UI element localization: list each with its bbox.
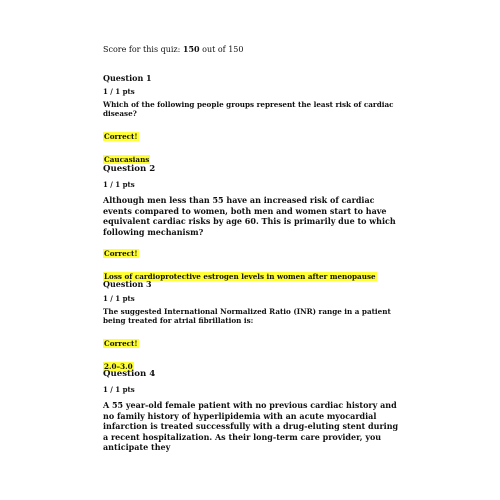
quiz-score <box>103 44 243 55</box>
question-points: 1 / 1 pts <box>103 294 135 303</box>
question-4 <box>103 369 403 453</box>
question-title: Question 3 <box>103 279 152 289</box>
question-2 <box>103 164 403 283</box>
question-title: Question 1 <box>103 73 152 83</box>
question-points: 1 / 1 pts <box>103 180 135 189</box>
question-text: Although men less than 55 have an increased risk of cardiac events compared to women, both men and women start to have equivalent cardiac risks by age 60. This is primarily due to which following mechanism? <box>103 195 396 237</box>
question-1 <box>103 73 403 166</box>
selected-answer: Loss of cardioprotective estrogen levels in women after menopause <box>104 272 376 281</box>
correct-badge: Correct! <box>104 338 138 348</box>
question-text: The suggested International Normalized Ratio (INR) range in a patient being treated for atrial fibrillation is: <box>103 307 391 326</box>
question-points: 1 / 1 pts <box>103 385 135 394</box>
question-text: Which of the following people groups represent the least risk of cardiac disease? <box>103 100 394 119</box>
score-value: 150 <box>182 44 200 54</box>
correct-badge: Correct! <box>104 131 138 141</box>
score-suffix: out of 150 <box>202 45 244 54</box>
score-prefix: Score for this quiz: <box>103 45 181 54</box>
question-title: Question 4 <box>103 369 156 379</box>
question-text: A 55 year-old female patient with no previous cardiac history and no family history of hyperlipidemia with an acute myocardial infarction is treated successfully with a drug-eluting stent during a recent hospitalization. As their long-term care provider, you anticipate they <box>103 400 399 452</box>
question-3 <box>103 279 403 373</box>
selected-answer: 2.0–3.0 <box>104 361 133 371</box>
selected-answer: Caucasians <box>104 154 150 164</box>
correct-badge: Correct! <box>104 249 138 258</box>
question-title: Question 2 <box>103 164 156 174</box>
question-points: 1 / 1 pts <box>103 87 135 96</box>
